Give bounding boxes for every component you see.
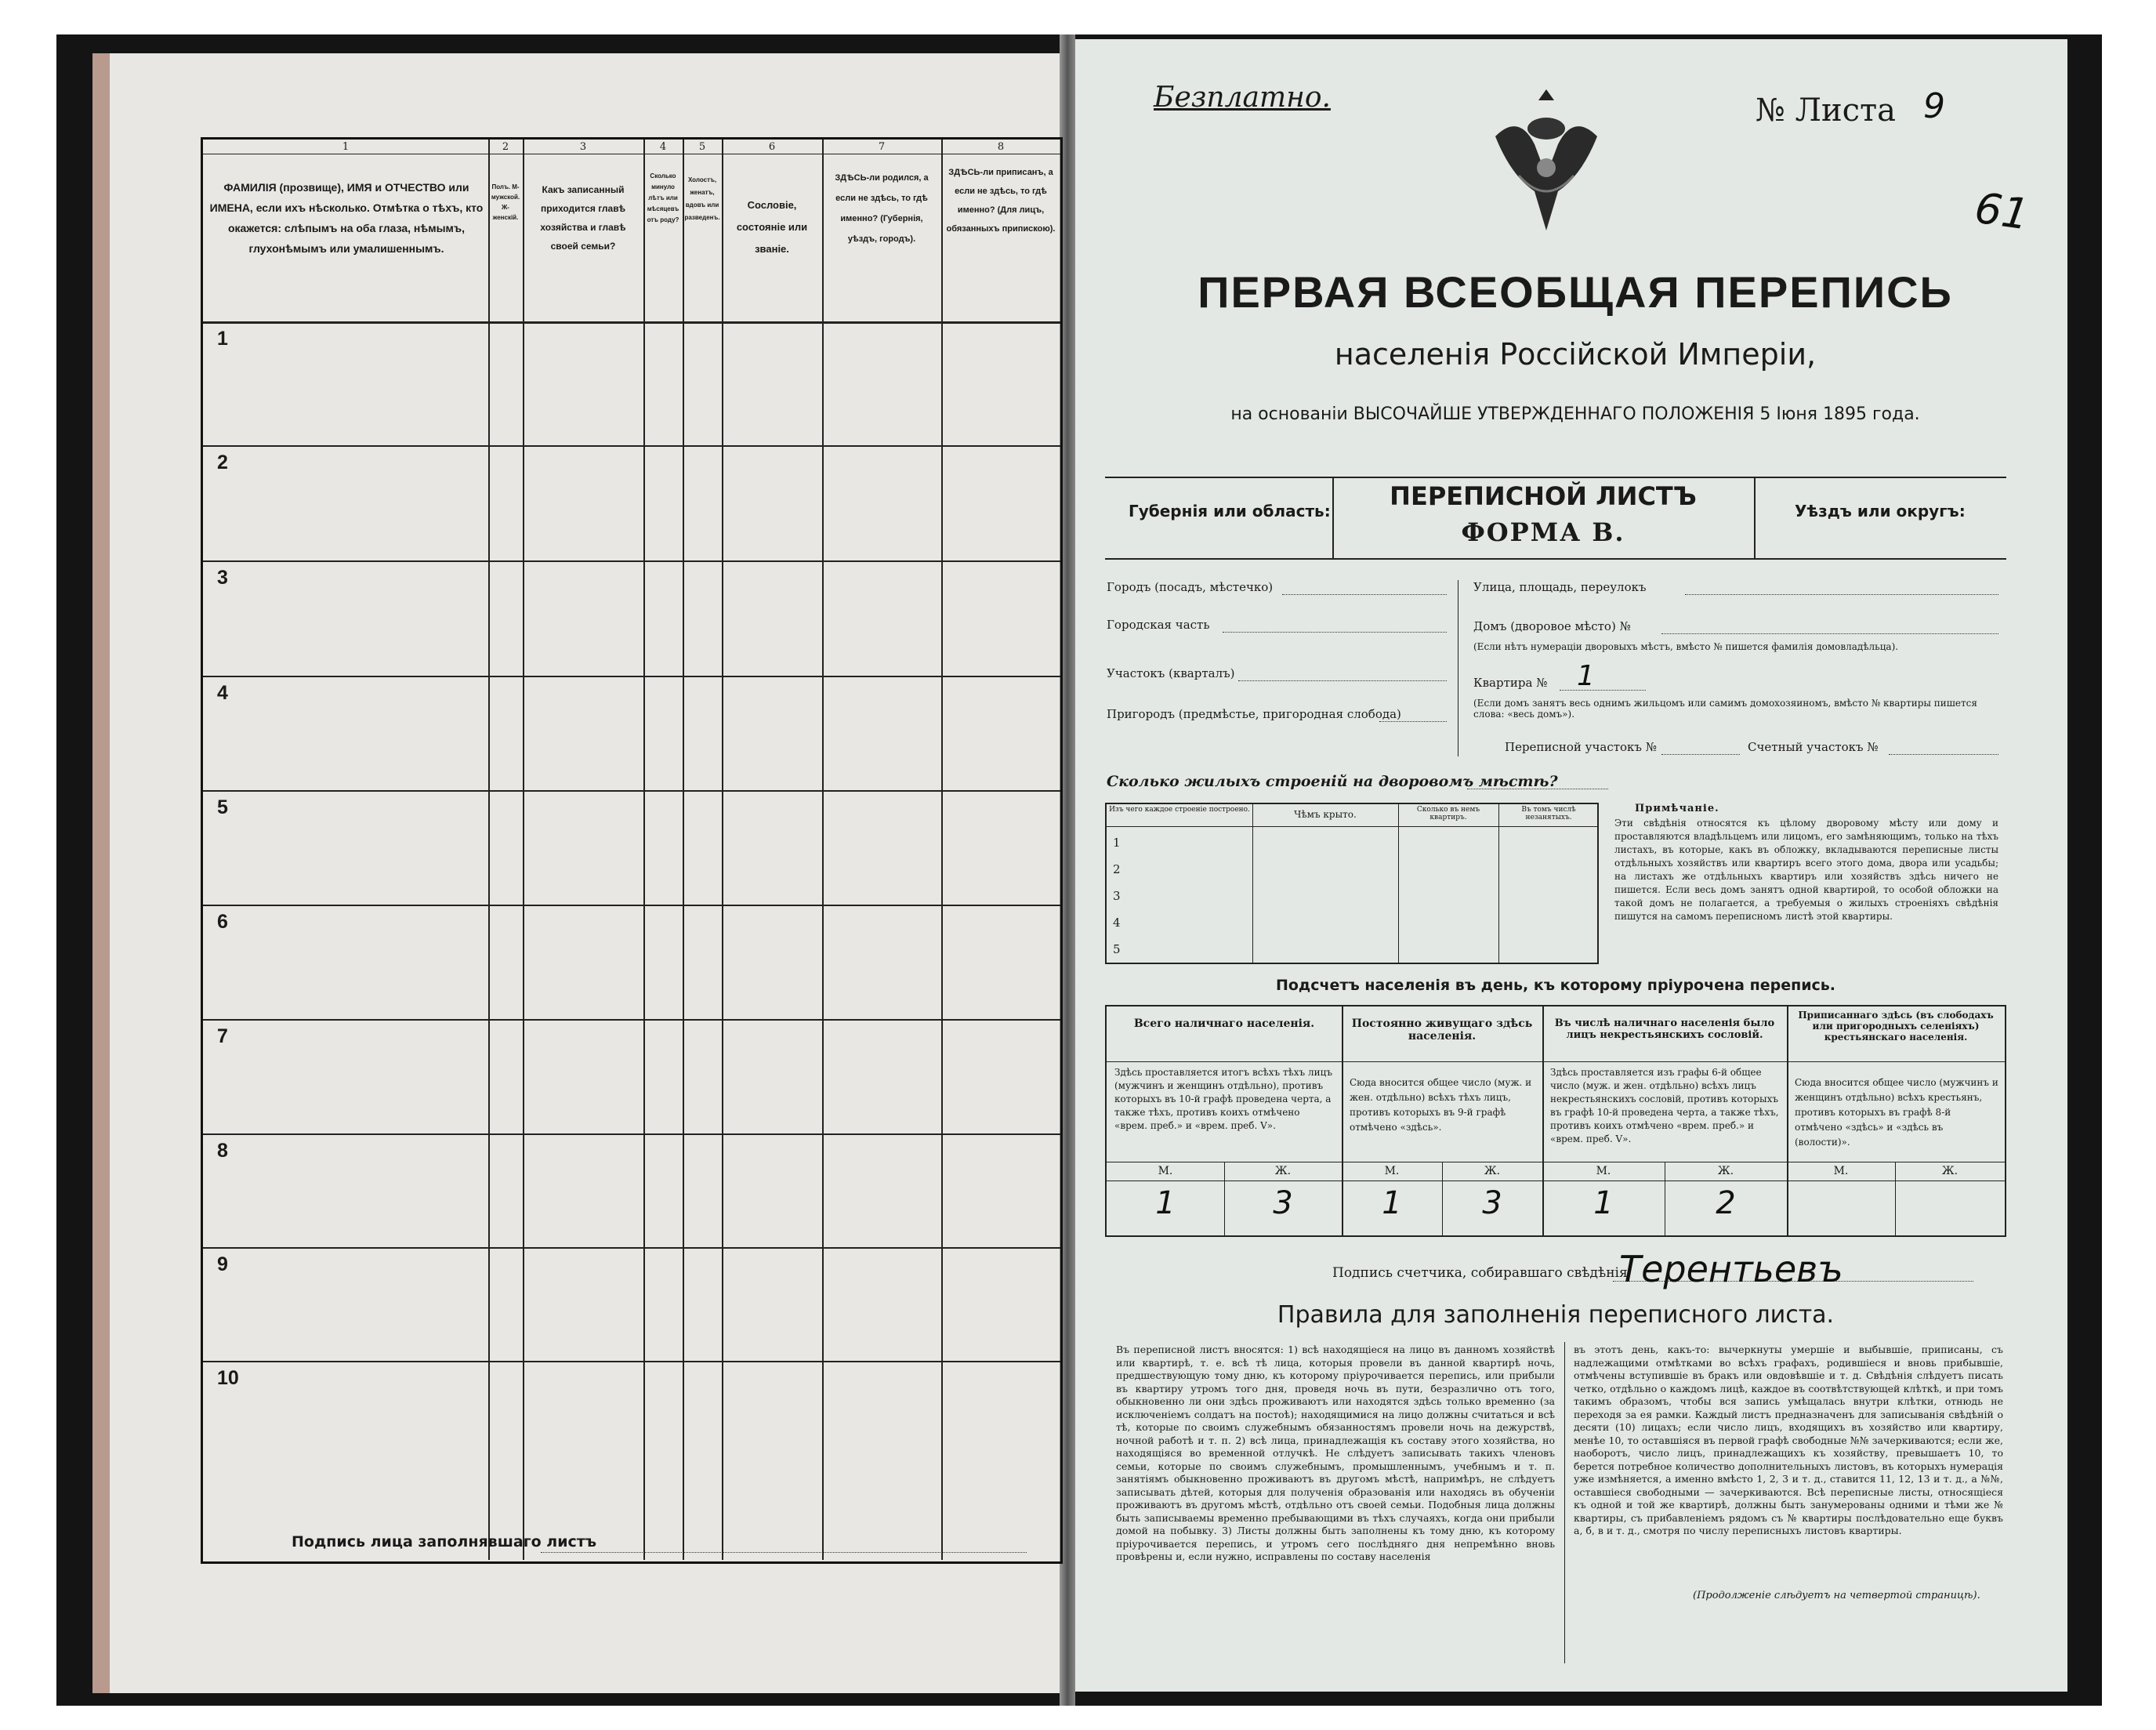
count-desc-permanent: Сюда вносится общее число (муж. и жен. отдѣльно) всѣхъ тѣхъ лицъ, противъ которыхъ въ 9-й графѣ отмѣчено «здѣсь». bbox=[1350, 1077, 1532, 1133]
column-header-sex: Полъ. М-мужской. Ж-женскій. bbox=[491, 183, 520, 221]
province-label: Губернія или область: bbox=[1129, 502, 1331, 520]
column-header-name: ФАМИЛІЯ (прозвище), ИМЯ и ОТЧЕСТВО или ИМЕНА, если ихъ нѣсколько. Отмѣтка о тѣхъ, кто окажется: слѣпымъ на оба глаза, нѣмымъ, глухонѣмымъ или умалишеннымъ. bbox=[209, 181, 484, 255]
mf-label-6: Ж. bbox=[1717, 1165, 1734, 1177]
imperial-eagle-icon bbox=[1487, 82, 1605, 238]
row-number-8: 8 bbox=[217, 1140, 228, 1162]
row-number-1: 1 bbox=[217, 328, 228, 350]
mf-value-permanent-female: 3 bbox=[1482, 1185, 1502, 1221]
mf-value-non-peasant-male: 1 bbox=[1593, 1185, 1614, 1221]
count-header-non-peasant: Въ числѣ наличнаго населенія было лицъ некрестьянскихъ сословій. bbox=[1554, 1017, 1775, 1041]
buildings-row-5: 5 bbox=[1113, 942, 1121, 956]
column-number-7: 7 bbox=[878, 141, 886, 153]
sheet-label: № Листа bbox=[1756, 92, 1896, 129]
buildings-table bbox=[1105, 803, 1599, 964]
mf-value-permanent-male: 1 bbox=[1382, 1185, 1402, 1221]
column-number-2: 2 bbox=[502, 141, 509, 153]
buildings-row-3: 3 bbox=[1113, 889, 1121, 903]
mf-value-present-male: 1 bbox=[1155, 1185, 1176, 1221]
count-header-peasant: Приписаннаго здѣсь (въ слободахъ или пригородныхъ селеніяхъ) крестьянскаго населенія. bbox=[1798, 1010, 1994, 1043]
enumerator-label: Подпись счетчика, собиравшаго свѣдѣнія bbox=[1332, 1265, 1628, 1281]
buildings-row-1: 1 bbox=[1113, 836, 1121, 850]
persons-table bbox=[201, 137, 1063, 1564]
city-part-label: Городская часть bbox=[1107, 618, 1210, 632]
precinct-label: Участокъ (кварталъ) bbox=[1107, 666, 1235, 680]
row-number-9: 9 bbox=[217, 1253, 228, 1275]
column-number-1: 1 bbox=[342, 141, 350, 153]
row-number-3: 3 bbox=[217, 567, 228, 589]
mf-label-8: Ж. bbox=[1941, 1165, 1959, 1177]
count-desc-peasant: Сюда вносится общее число (мужчинъ и женщинъ отдѣльно) всѣхъ крестьянъ, противъ которыхъ въ графѣ 8-й отмѣчено «здѣсь» и «здѣсь въ (волости)». bbox=[1795, 1077, 1998, 1148]
column-number-8: 8 bbox=[997, 141, 1005, 153]
rules-left-column: Въ переписной листъ вносятся: 1) всѣ находящіеся на лицо въ данномъ хозяйствѣ или квартирѣ, т. е. всѣ тѣ лица, которыя провели въ данной квартирѣ ночь, предшествующую тому дню, къ которому пріурочивается перепись, или прибыли въ квартиру утромъ того дня, проведя ночь въ пути, безразлично отъ того, обыкновенно ли они здѣсь проживаютъ или находятся здѣсь только временно (за исключеніемъ солдатъ на постоѣ); находящимися на лицо должны считаться и всѣ тѣ, которые по своимъ служебнымъ обязанностямъ провели ночь на дежурствѣ, ночной работѣ и т. п. 2) всѣ лица, принадлежащія къ составу этого хозяйства, но находящіяся во временной отлучкѣ. Не слѣдуетъ записывать такихъ членовъ семьи, которые по своимъ служебнымъ, промышленнымъ, учебнымъ и т. п. занятіямъ обыкновенно проживаютъ въ другомъ мѣстѣ, напримѣръ, не слѣдуетъ записывать дѣтей, которыя для полученія образованія или находясь въ обученіи проживаютъ въ другомъ мѣстѣ, отдѣльно отъ своей семьи. Подобныя лица должны быть записываемы временно пребывающими въ тѣхъ случаяхъ, когда они прибыли домой на побывку. 3) Листы должны быть заполнены къ тому дню, къ которому пріурочивается перепись, и утромъ сего послѣдняго дня непремѣнно вновь провѣрены и, если нужно, исправлены по составу населенія bbox=[1116, 1344, 1555, 1562]
column-header-relation: Какъ записанный приходится главѣ хозяйства и главѣ своей семьи? bbox=[540, 184, 626, 252]
buildings-row-2: 2 bbox=[1113, 862, 1121, 876]
mf-label-1: М. bbox=[1158, 1165, 1173, 1177]
mf-label-2: Ж. bbox=[1274, 1165, 1292, 1177]
row-number-6: 6 bbox=[217, 911, 228, 933]
census-title: ПЕРВАЯ ВСЕОБЩАЯ ПЕРЕПИСЬ bbox=[1198, 267, 1953, 317]
city-label: Городъ (посадъ, мѣстечко) bbox=[1107, 580, 1274, 594]
sheet-number: 9 bbox=[1923, 86, 1945, 126]
mf-label-4: Ж. bbox=[1484, 1165, 1501, 1177]
column-header-birthplace: ЗДѢСЬ-ли родился, а если не здѣсь, то гдѣ именно? (Губернія, уѣздъ, городъ). bbox=[835, 173, 929, 244]
column-header-marital: Холостъ, женатъ, вдовъ или разведенъ. bbox=[684, 176, 720, 221]
count-header-present: Всего наличнаго населенія. bbox=[1133, 1017, 1315, 1030]
row-number-4: 4 bbox=[217, 682, 228, 704]
buildings-header-vacant: Въ томъ числѣ незанятыхъ. bbox=[1521, 806, 1576, 821]
column-header-estate: Сословіе, состояніе или званіе. bbox=[736, 199, 808, 255]
count-header-permanent: Постоянно живущаго здѣсь населенія. bbox=[1351, 1017, 1533, 1043]
column-header-age: Сколько минуло лѣтъ или мѣсяцевъ отъ роду? bbox=[647, 172, 679, 223]
rules-right-column: въ этотъ день, какъ-то: вычеркнуты умершіе и выбывшіе, приписаны, съ надлежащими отмѣтками во всѣхъ графахъ, родившіеся и вновь прибывшіе, отмѣчены вступившіе въ бракъ или овдовѣвшіе и т. д. Свѣдѣнія слѣдуетъ писать четко, отдѣльно о каждомъ лицѣ, каждое въ соотвѣтствующей клѣткѣ, и при томъ такимъ образомъ, чтобы вся запись умѣщалась внутри клѣтки, отнюдь не переходя за ея рамки. Каждый листъ предназначенъ для записыванія свѣдѣній о десяти (10) лицахъ; если число лицъ, входящихъ въ хозяйство или квартиру, менѣе 10, то оставшіяся въ первой графѣ свободные №№ зачеркиваются; если же, наоборотъ, число лицъ, принадлежащихъ къ хозяйству, превышаетъ 10, то берется потребное количество дополнительныхъ листовъ, въ которыхъ нумерація уже измѣняется, а именно вмѣсто 1, 2, 3 и т. д., ставится 11, 12, 13 и т. д., а №№, оставшіеся свободными — зачеркиваются. Всѣ переписные листы, относящіеся къ одной и той же квартирѣ, должны быть занумерованы одними и тѣми же № квартиры, съ прибавленіемъ рядомъ съ № квартиры послѣдовательно еще буквъ а, б, в и т. д., смотря по числу переписныхъ листовъ квартиры. bbox=[1574, 1344, 2003, 1536]
column-number-4: 4 bbox=[659, 141, 667, 153]
mf-value-non-peasant-female: 2 bbox=[1716, 1185, 1736, 1221]
row-number-10: 10 bbox=[217, 1367, 239, 1389]
count-title: Подсчетъ населенія въ день, къ которому пріурочена перепись. bbox=[1275, 977, 1836, 994]
note-text: Эти свѣдѣнія относятся къ цѣлому дворовому мѣсту или дому и проставляются владѣльцемъ или лицомъ, его замѣняющимъ, только на тѣхъ листахъ, въ которые, какъ въ обложку, вкладываются переписные листы отдѣльныхъ хозяйствъ или квартиръ всего этого дома, двора или усадьбы; на листахъ же отдѣльныхъ квартиръ или хозяйствъ здѣсь ничего не пишется. Если весь домъ занятъ одной квартирой, то особой обложки на такой домъ не полагается, а требуемыя о жилыхъ строеніяхъ свѣдѣнія пишутся на самомъ переписномъ листѣ этой квартиры. bbox=[1614, 818, 1998, 922]
census-precinct-label: Переписной участокъ № bbox=[1505, 740, 1657, 754]
mf-value-present-female: 3 bbox=[1273, 1185, 1293, 1221]
row-number-7: 7 bbox=[217, 1025, 228, 1047]
buildings-row-4: 4 bbox=[1113, 916, 1121, 930]
column-number-5: 5 bbox=[698, 141, 706, 153]
count-desc-non-peasant: Здѣсь проставляется изъ графы 6-й общее число (муж. и жен. отдѣльно) всѣхъ лицъ некрестьянскихъ сословій, противъ которыхъ въ графѣ 10-й проведена черта, а также тѣхъ, противъ коихъ отмѣчено «врем. преб.» и «врем. преб. V». bbox=[1550, 1067, 1779, 1144]
census-subtitle: населенія Россійской Имперіи, bbox=[1334, 337, 1817, 372]
rules-title: Правила для заполненія переписного листа. bbox=[1277, 1301, 1835, 1329]
buildings-header-apartments: Сколько въ немъ квартиръ. bbox=[1416, 806, 1480, 821]
street-label: Улица, площадь, переулокъ bbox=[1473, 580, 1647, 594]
note-title: Примѣчаніе. bbox=[1635, 803, 1719, 814]
column-number-3: 3 bbox=[579, 141, 587, 153]
buildings-header-material: Изъ чего каждое строеніе построено. bbox=[1109, 806, 1250, 814]
mf-label-5: М. bbox=[1596, 1165, 1611, 1177]
row-number-5: 5 bbox=[217, 796, 228, 818]
left-signature-label: Подпись лица заполнявшаго листъ bbox=[292, 1533, 597, 1550]
count-desc-present: Здѣсь проставляется итогъ всѣхъ тѣхъ лицъ (мужчинъ и женщинъ отдѣльно), противъ которыхъ въ 10-й графѣ проведена черта, а также тѣхъ, противъ коихъ отмѣчено «врем. преб.» и «врем. преб. V». bbox=[1114, 1067, 1332, 1131]
apartment-value: 1 bbox=[1577, 660, 1595, 692]
mf-label-7: М. bbox=[1833, 1165, 1849, 1177]
house-label: Домъ (дворовое мѣсто) № bbox=[1473, 619, 1631, 633]
enumerator-signature: Терентьевъ bbox=[1619, 1248, 1843, 1290]
archive-mark: 61 bbox=[1971, 183, 2032, 240]
continued-note: (Продолженіе слѣдуетъ на четвертой страницѣ). bbox=[1693, 1590, 1980, 1601]
suburb-label: Пригородъ (предмѣстье, пригородная слобода) bbox=[1107, 707, 1401, 721]
form-title: ПЕРЕПИСНОЙ ЛИСТЪ bbox=[1390, 481, 1697, 511]
apartment-label: Квартира № bbox=[1473, 676, 1548, 690]
district-label: Уѣздъ или округъ: bbox=[1795, 502, 1966, 520]
row-number-2: 2 bbox=[217, 452, 228, 473]
apartment-note: (Если домъ занятъ весь однимъ жильцомъ или самимъ домохозяиномъ, вмѣсто № квартиры пишется слова: «весь домъ»). bbox=[1473, 698, 1977, 720]
census-basis: на основаніи ВЫСОЧАЙШЕ УТВЕРЖДЕННАГО ПОЛОЖЕНІЯ 5 Іюня 1895 года. bbox=[1230, 404, 1920, 424]
left-signature-line bbox=[541, 1552, 1027, 1553]
column-header-registered: ЗДѢСЬ-ли приписанъ, а если не здѣсь, то гдѣ именно? (Для лицъ, обязанныхъ припискою). bbox=[946, 168, 1056, 234]
column-number-6: 6 bbox=[768, 141, 776, 153]
count-table bbox=[1105, 1005, 2006, 1237]
counting-precinct-label: Счетный участокъ № bbox=[1748, 740, 1879, 754]
buildings-header-roof: Чѣмъ крыто. bbox=[1294, 809, 1357, 820]
buildings-question: Сколько жилыхъ строеній на дворовомъ мѣстѣ? bbox=[1107, 773, 1558, 790]
free-label: Безплатно. bbox=[1154, 82, 1331, 114]
house-note: (Если нѣтъ нумераціи дворовыхъ мѣстъ, вмѣсто № пишется фамилія домовладѣльца). bbox=[1473, 641, 1899, 652]
form-letter: ФОРМА В. bbox=[1461, 517, 1625, 547]
mf-label-3: М. bbox=[1384, 1165, 1400, 1177]
